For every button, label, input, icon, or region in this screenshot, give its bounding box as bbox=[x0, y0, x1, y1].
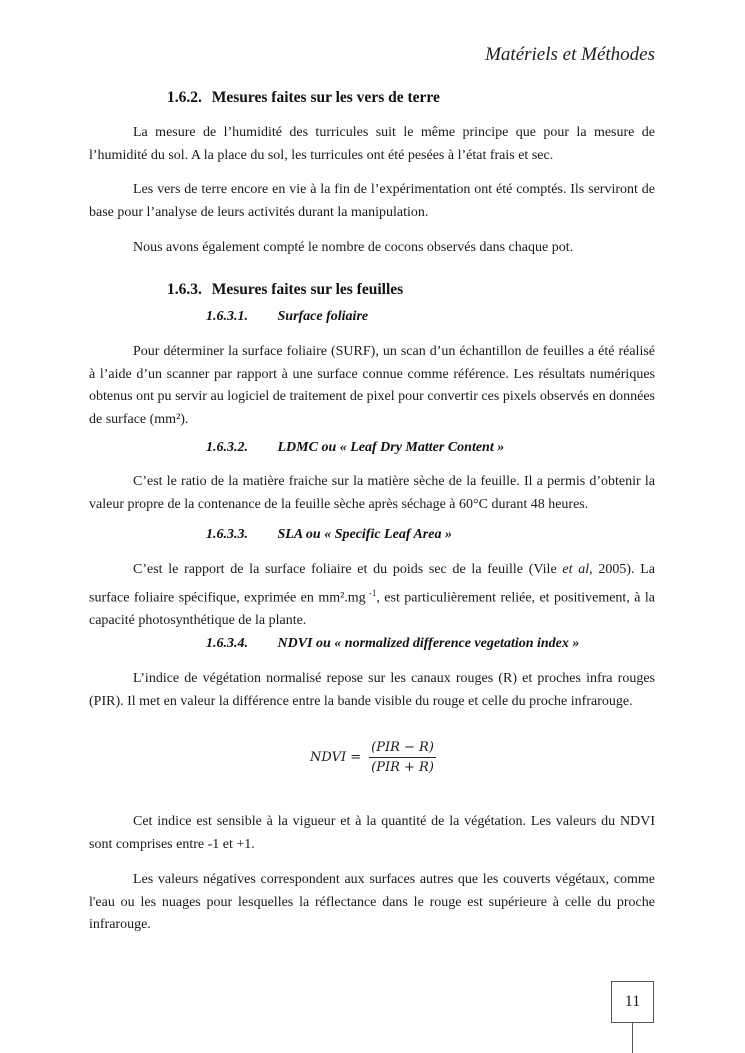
sla-text-part-2: , 2005). La surface foliaire spécifique, exprimée en mm².mg bbox=[89, 562, 655, 606]
paragraph-ndvi-range: Cet indice est sensible à la vigueur et à la quantité de la végétation. Les valeurs du NDVI sont comprises entre -1 et +1. bbox=[89, 814, 655, 852]
paragraph-ldmc: C’est le ratio de la matière fraiche sur la matière sèche de la feuille. Il a permis d’obtenir la valeur propre de la contenance de la feuille sèche après séchage à 60°C durant 48 heures. bbox=[89, 474, 655, 512]
subsection-heading-1-6-3-3 bbox=[206, 527, 452, 543]
paragraph-surface-foliaire: Pour déterminer la surface foliaire (SURF), un scan d’un échantillon de feuilles a été réalisé à l’aide d’un scanner par rapport à une surface connue comme référence. Les résultats numériques obtenus ont pu servir au logiciel de traitement de pixel pour convertir ces pixels observés en données de surface (mm²). bbox=[89, 344, 655, 427]
section-heading-1-6-3 bbox=[167, 281, 403, 299]
section-number: 1.6.2. bbox=[167, 89, 202, 106]
formula-denominator: (PIR + R) bbox=[371, 760, 434, 775]
subsection-title: SLA ou « Specific Leaf Area » bbox=[277, 527, 452, 542]
subsection-title: Surface foliaire bbox=[277, 309, 369, 324]
subsection-heading-1-6-3-4 bbox=[206, 636, 579, 652]
subsection-title: LDMC ou « Leaf Dry Matter Content » bbox=[277, 440, 505, 455]
paragraph-cocoons: Nous avons également compté le nombre de cocons observés dans chaque pot. bbox=[133, 240, 574, 255]
subsection-number: 1.6.3.3. bbox=[206, 527, 248, 542]
paragraph-turricules-humidity: La mesure de l’humidité des turricules suit le même principe que pour la mesure de l’humidité du sol. A la place du sol, les turricules ont été pesées à l’état frais et sec. bbox=[89, 125, 655, 163]
page-number-divider bbox=[632, 1023, 633, 1053]
subsection-heading-1-6-3-1 bbox=[206, 309, 368, 325]
subsection-heading-1-6-3-2 bbox=[206, 440, 504, 456]
section-title: Mesures faites sur les feuilles bbox=[211, 281, 404, 298]
page-number-box bbox=[611, 981, 654, 1023]
subsection-number: 1.6.3.4. bbox=[206, 636, 248, 651]
page-number: 11 bbox=[624, 993, 641, 1010]
paragraph-ndvi-definition: L’indice de végétation normalisé repose sur les canaux rouges (R) et proches infra rouges (PIR). Il met en valeur la différence entre la bande visible du rouge et celle du proche infrarouge. bbox=[89, 671, 655, 709]
paragraph-worms-counted: Les vers de terre encore en vie à la fin de l’expérimentation ont été comptés. Ils serviront de base pour l’analyse de leurs activités durant la manipulation. bbox=[89, 182, 655, 220]
paragraph-sla bbox=[89, 559, 655, 632]
formula-numerator: (PIR − R) bbox=[369, 740, 436, 758]
section-number: 1.6.3. bbox=[167, 281, 202, 298]
paragraph-negative-values: Les valeurs négatives correspondent aux surfaces autres que les couverts végétaux, comme l'eau ou les nuages pour lesquelles la réflectance dans le rouge est supérieure à celle du proche infrarouge. bbox=[89, 872, 655, 932]
subsection-title: NDVI ou « normalized difference vegetation index » bbox=[277, 636, 580, 651]
unit-exponent: -1 bbox=[365, 587, 377, 598]
formula-lhs: NDVI = bbox=[310, 750, 362, 765]
subsection-number: 1.6.3.2. bbox=[206, 440, 248, 455]
section-heading-1-6-2 bbox=[167, 89, 440, 107]
ndvi-formula bbox=[310, 740, 436, 775]
running-header: Matériels et Méthodes bbox=[485, 44, 655, 65]
sla-text-part-1: C’est le rapport de la surface foliaire et du poids sec de la feuille (Vile bbox=[133, 562, 563, 577]
section-title: Mesures faites sur les vers de terre bbox=[211, 89, 440, 106]
formula-fraction bbox=[369, 740, 436, 775]
sla-text-part-3: , est particulièrement reliée, et positivement, à la capacité photosynthétique de la plante. bbox=[89, 590, 655, 628]
citation-et-al: et al bbox=[562, 562, 590, 577]
subsection-number: 1.6.3.1. bbox=[206, 309, 248, 324]
